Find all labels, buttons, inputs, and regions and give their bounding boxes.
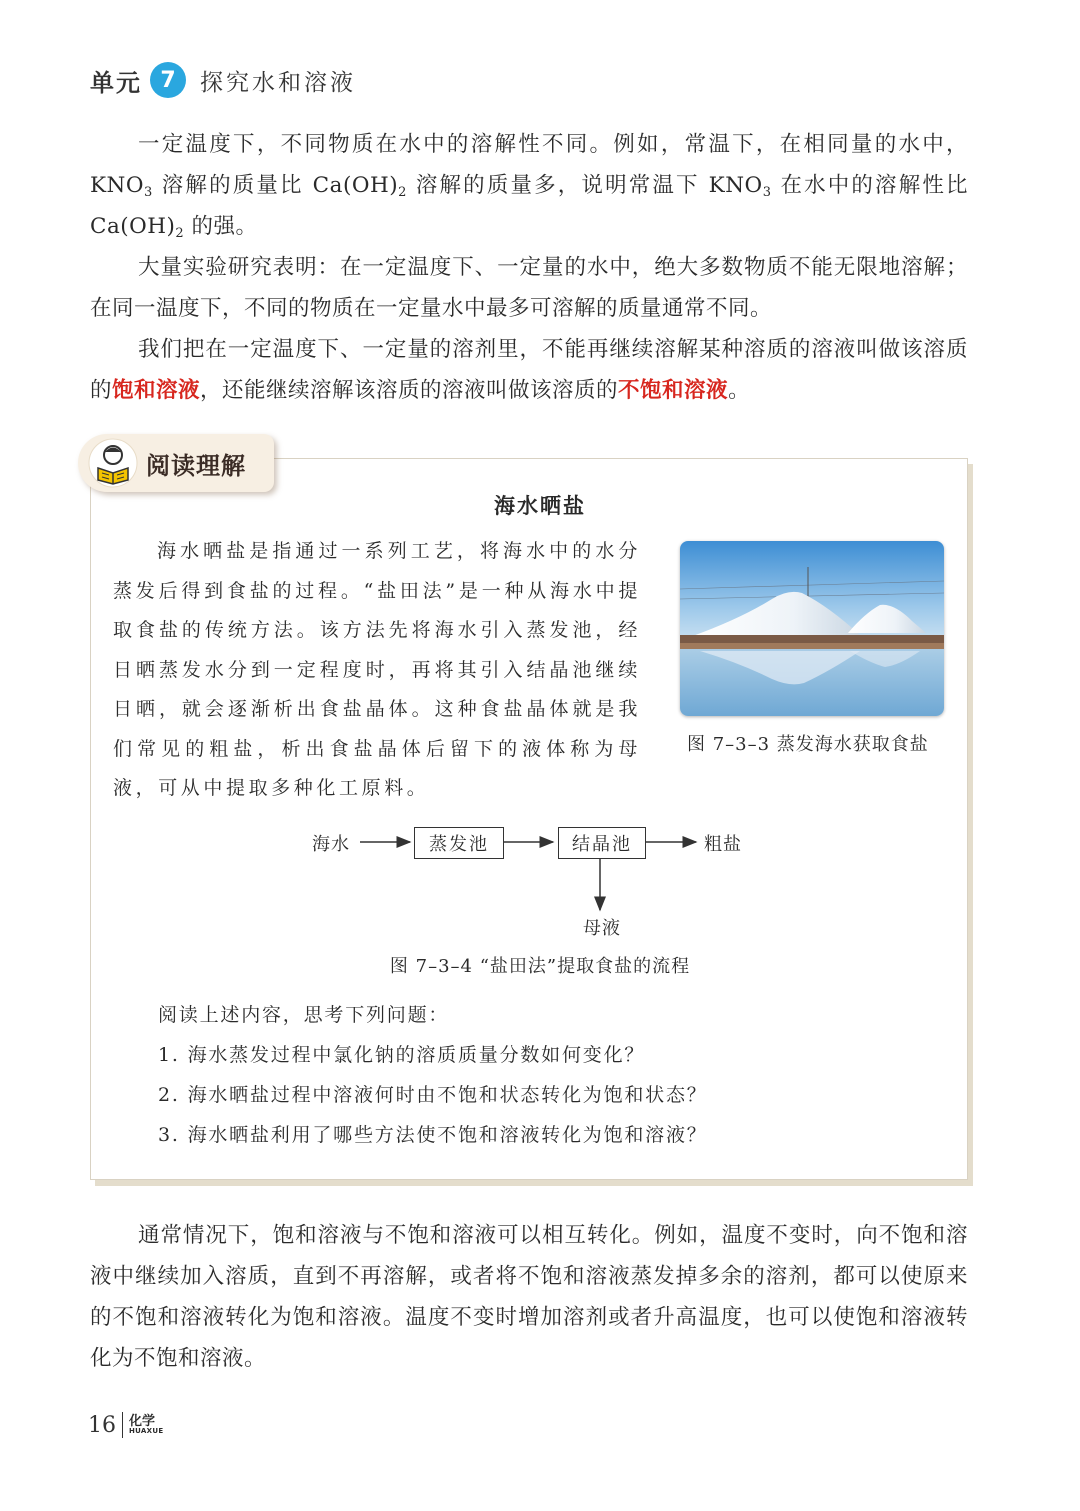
footer-divider [122, 1412, 123, 1438]
question-item: 3. 海水晒盐利用了哪些方法使不饱和溶液转化为饱和溶液？ [158, 1124, 708, 1146]
flow-box-evaporation-pond: 蒸发池 [414, 827, 504, 859]
reading-paragraph: 海水晒盐是指通过一系列工艺，将海水中的水分蒸发后得到食盐的过程。“盐田法”是一种从海水中提取食盐的传统方法。该方法先将海水引入蒸发池，经日晒蒸发水分到一定程度时，再将其引入结晶池继续日晒，就会逐渐析出食盐晶体。这种食盐晶体就是我们常见的粗盐，析出食盐晶体后留下的液体称为母液，可从中提取多种化工原料。 [113, 540, 641, 799]
reading-student-icon [88, 438, 138, 488]
photo-caption: 图 7–3–3 蒸发海水获取食盐 [687, 734, 929, 755]
reading-label: 阅读理解 [146, 451, 246, 480]
unit-title: 探究水和溶液 [200, 69, 356, 96]
intro-paragraph-3: 我们把在一定温度下、一定量的溶剂里，不能再继续溶解某种溶质的溶液叫做该溶质的饱和溶液，还能继续溶解该溶质的溶液叫做该溶质的不饱和溶液。 [90, 337, 968, 403]
closing-text [90, 1215, 968, 1379]
page-number: 16 [88, 1412, 116, 1438]
flow-start-seawater: 海水 [312, 834, 350, 855]
term-saturated-solution: 饱和溶液 [112, 378, 201, 403]
flow-caption: 图 7–3–4 “盐田法”提取食盐的流程 [389, 956, 691, 977]
questions-prompt: 阅读上述内容，思考下列问题： [158, 1004, 450, 1026]
flow-box-crystallization-pond: 结晶池 [558, 827, 646, 859]
subject-mark [129, 1415, 163, 1435]
unit-number-badge: 7 [150, 62, 186, 98]
intro-paragraph-2: 大量实验研究表明：在一定温度下、一定量的水中，绝大多数物质不能无限地溶解；在同一温度下，不同的物质在一定量水中最多可溶解的质量通常不同。 [90, 255, 968, 321]
question-item: 2. 海水晒盐过程中溶液何时由不饱和状态转化为饱和状态？ [158, 1084, 708, 1106]
salt-pile-photo [680, 541, 944, 716]
salt-pile-photo-image [680, 541, 944, 716]
flow-mother-liquor: 母液 [583, 918, 621, 939]
closing-paragraph: 通常情况下，饱和溶液与不饱和溶液可以相互转化。例如，温度不变时，向不饱和溶液中继续加入溶质，直到不再溶解，或者将不饱和溶液蒸发掉多余的溶剂，都可以使原来的不饱和溶液转化为饱和溶液。温度不变时增加溶剂或者升高温度，也可以使饱和溶液转化为不饱和溶液。 [90, 1223, 968, 1371]
intro-text [90, 124, 968, 411]
reading-tab [78, 434, 274, 492]
term-unsaturated-solution: 不饱和溶液 [618, 378, 729, 403]
subject-name: 化学 [129, 1414, 156, 1429]
reading-title: 海水晒盐 [494, 493, 586, 518]
salt-flow-diagram [300, 820, 780, 950]
unit-label: 单元 [90, 68, 142, 97]
intro-paragraph-1: 一定温度下，不同物质在水中的溶解性不同。例如，常温下，在相同量的水中，$KNO_3$ 溶解的质量比 $Ca(OH)_2$ 溶解的质量多，说明常温下 $KNO_3$ 在水中的溶解性比 $Ca(OH)_2$ 的强。 [90, 132, 969, 241]
flow-end-crude-salt: 粗盐 [704, 834, 742, 855]
page-footer [88, 1408, 163, 1442]
question-item: 1. 海水蒸发过程中氯化钠的溶质质量分数如何变化？ [158, 1044, 646, 1066]
reading-questions [158, 995, 708, 1155]
subject-pinyin: HUAXUE [129, 1427, 164, 1435]
unit-header [90, 60, 356, 100]
